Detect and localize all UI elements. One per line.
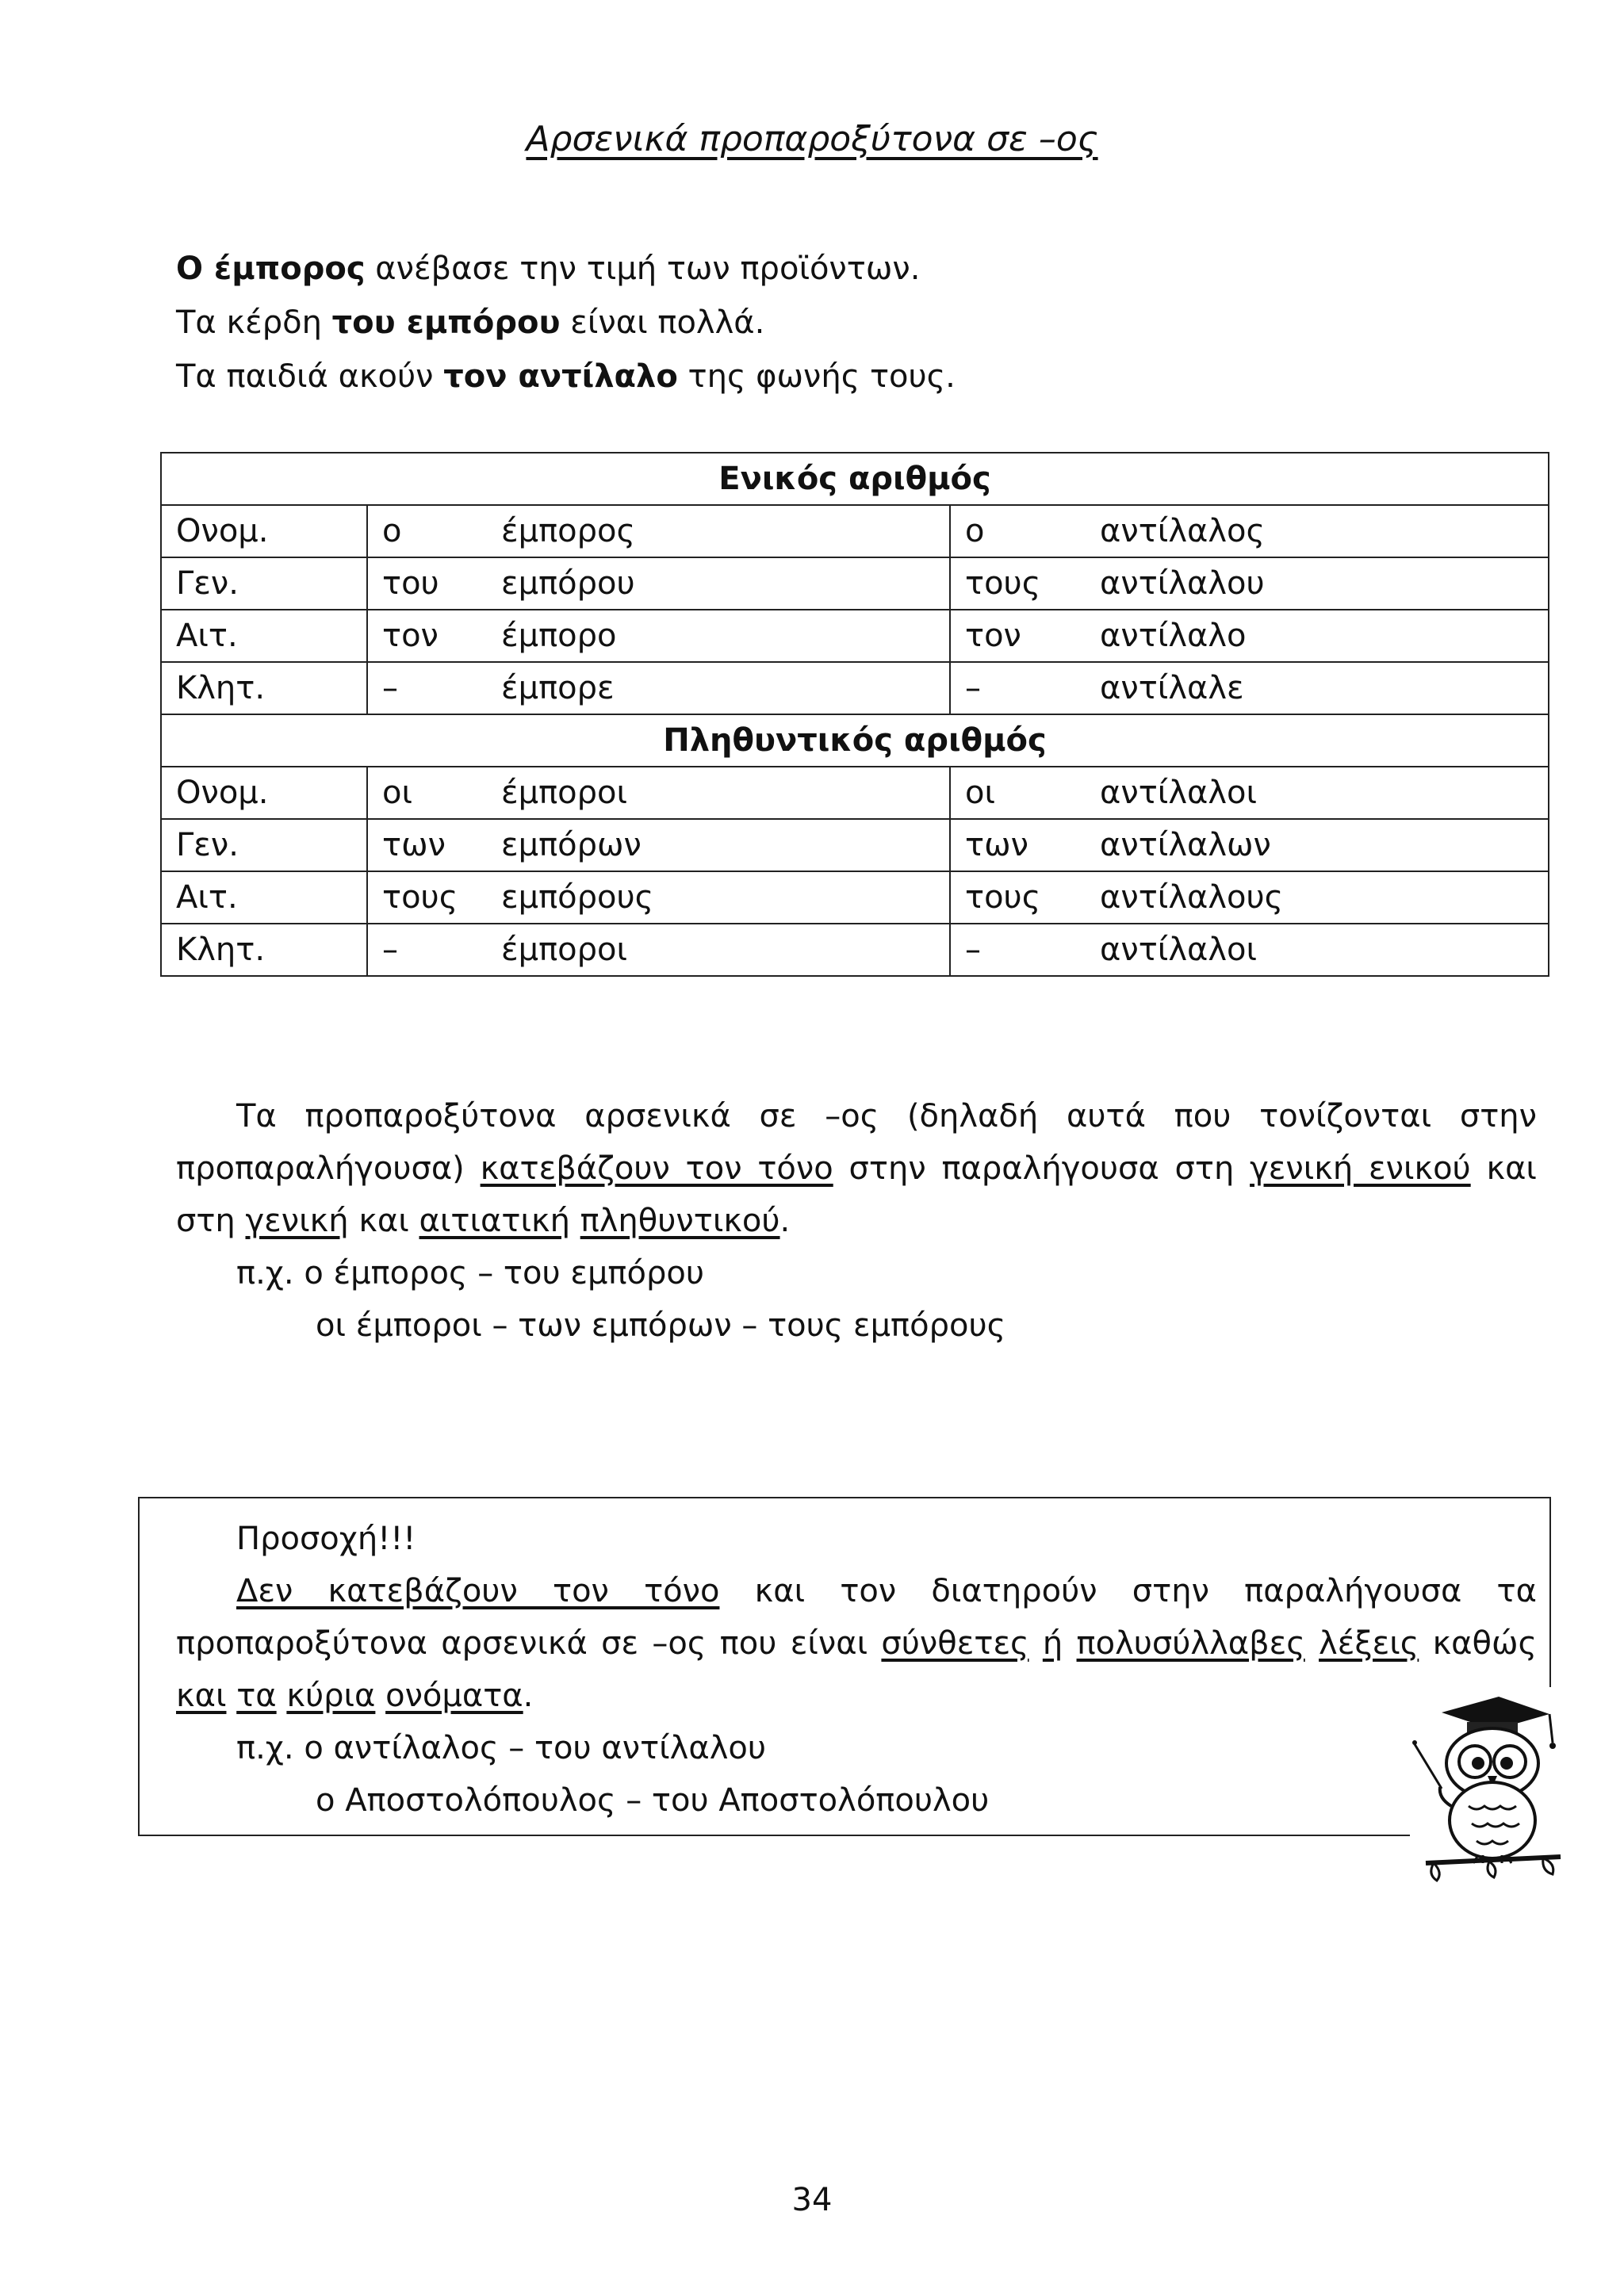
noun-form: αντίλαλου bbox=[1100, 565, 1265, 602]
noun-form: έμπορο bbox=[501, 618, 617, 654]
noun-form: αντίλαλων bbox=[1100, 827, 1271, 863]
notice-underlined: ή bbox=[1042, 1625, 1063, 1662]
article: τους bbox=[965, 565, 1041, 602]
rule-underlined: γενική ενικού bbox=[1250, 1150, 1471, 1187]
form-cell bbox=[950, 924, 1549, 976]
rule-fragment: Τα προπαροξύτονα αρσενικά σε –ος (δηλαδή αυτά που τονίζονται στην προπαραλήγουσα) bbox=[176, 1098, 1537, 1187]
page-title: Αρσενικά προπαροξύτονα σε –ος bbox=[526, 119, 1098, 159]
table-row bbox=[161, 505, 1549, 557]
article: ο bbox=[382, 513, 402, 549]
intro-bold: του εμπόρου bbox=[331, 304, 561, 341]
noun-form: αντίλαλος bbox=[1100, 513, 1265, 549]
article: τους bbox=[965, 879, 1041, 916]
rule-text bbox=[176, 1090, 1537, 1247]
intro-sentence-2 bbox=[176, 296, 956, 350]
intro-text: Τα κέρδη bbox=[176, 304, 332, 341]
noun-form: αντίλαλε bbox=[1100, 670, 1244, 706]
table-row bbox=[161, 557, 1549, 610]
rule-underlined: αιτιατική bbox=[419, 1203, 570, 1239]
rule-fragment: . bbox=[779, 1203, 791, 1239]
notice-underlined: λέξεις bbox=[1319, 1625, 1419, 1662]
declension-table-body bbox=[161, 453, 1549, 976]
form-cell bbox=[367, 767, 950, 819]
notice-fragment: . bbox=[523, 1678, 534, 1714]
notice-underlined: κύρια bbox=[286, 1678, 376, 1714]
owl-graduate-icon bbox=[1410, 1687, 1565, 1884]
noun-form: αντίλαλοι bbox=[1100, 932, 1258, 968]
intro-bold: Ο έμπορος bbox=[176, 251, 366, 287]
intro-sentence-3 bbox=[176, 350, 956, 404]
table-row bbox=[161, 610, 1549, 662]
noun-form: έμπορε bbox=[501, 670, 615, 706]
case-cell: Ονομ. bbox=[161, 767, 367, 819]
rule-fragment: στην παραλήγουσα στη bbox=[833, 1150, 1251, 1187]
article: του bbox=[382, 565, 439, 602]
article: – bbox=[965, 670, 981, 706]
plural-header: Πληθυντικός αριθμός bbox=[161, 714, 1549, 767]
rule-underlined: κατεβάζουν τον τόνο bbox=[480, 1150, 833, 1187]
rule-paragraph bbox=[176, 1090, 1537, 1352]
case-cell: Αιτ. bbox=[161, 610, 367, 662]
case-cell: Αιτ. bbox=[161, 871, 367, 924]
form-cell bbox=[367, 871, 950, 924]
form-cell bbox=[950, 610, 1549, 662]
notice-underlined: Δεν κατεβάζουν τον τόνο bbox=[236, 1573, 720, 1609]
article: – bbox=[382, 932, 398, 968]
page-number: 34 bbox=[791, 2182, 833, 2218]
notice-example-1: π.χ. ο αντίλαλος – του αντίλαλου bbox=[236, 1730, 767, 1766]
rule-fragment: και στη bbox=[176, 1150, 1537, 1239]
notice-fragment bbox=[1063, 1625, 1076, 1662]
rule-fragment bbox=[570, 1203, 580, 1239]
form-cell bbox=[950, 871, 1549, 924]
singular-header: Ενικός αριθμός bbox=[161, 453, 1549, 505]
notice-body bbox=[176, 1565, 1537, 1722]
article: των bbox=[965, 827, 1028, 863]
notice-fragment bbox=[1029, 1625, 1043, 1662]
form-cell bbox=[367, 610, 950, 662]
noun-form: αντίλαλοι bbox=[1100, 775, 1258, 811]
article: – bbox=[382, 670, 398, 706]
intro-sentences bbox=[176, 242, 956, 404]
notice-fragment bbox=[277, 1678, 287, 1714]
case-cell: Γεν. bbox=[161, 557, 367, 610]
form-cell bbox=[367, 557, 950, 610]
form-cell bbox=[950, 505, 1549, 557]
table-row bbox=[161, 819, 1549, 871]
rule-example-1: π.χ. ο έμπορος – του εμπόρου bbox=[236, 1255, 704, 1292]
notice-fragment: και τον διατηρούν στην παραλήγουσα τα προπαροξύτονα αρσενικά σε –ος που είναι bbox=[176, 1573, 1537, 1662]
case-cell: Ονομ. bbox=[161, 505, 367, 557]
form-cell bbox=[950, 819, 1549, 871]
form-cell bbox=[367, 662, 950, 714]
case-cell: Κλητ. bbox=[161, 924, 367, 976]
form-cell bbox=[950, 557, 1549, 610]
article: των bbox=[382, 827, 446, 863]
form-cell bbox=[367, 924, 950, 976]
notice-fragment: καθώς bbox=[1419, 1625, 1537, 1662]
rule-fragment: και bbox=[348, 1203, 419, 1239]
form-cell bbox=[950, 767, 1549, 819]
article: οι bbox=[382, 775, 413, 811]
notice-underlined: τα bbox=[236, 1678, 277, 1714]
notice-example-2: ο Αποστολόπουλος – του Αποστολόπουλου bbox=[316, 1782, 990, 1819]
notice-underlined: ονόματα bbox=[385, 1678, 523, 1714]
intro-text: ανέβασε την τιμή των προϊόντων. bbox=[365, 251, 921, 287]
article: τον bbox=[382, 618, 439, 654]
noun-form: αντίλαλο bbox=[1100, 618, 1247, 654]
article: ο bbox=[965, 513, 985, 549]
rule-underlined: γενική bbox=[245, 1203, 349, 1239]
intro-text: Τα παιδιά ακούν bbox=[176, 358, 444, 395]
notice-fragment bbox=[1305, 1625, 1319, 1662]
table-row bbox=[161, 767, 1549, 819]
notice-fragment bbox=[375, 1678, 385, 1714]
noun-form: εμπόρου bbox=[501, 565, 635, 602]
article: – bbox=[965, 932, 981, 968]
notice-underlined: και bbox=[176, 1678, 227, 1714]
rule-example-2: οι έμποροι – των εμπόρων – τους εμπόρους bbox=[316, 1307, 1006, 1344]
form-cell bbox=[367, 819, 950, 871]
noun-form: εμπόρους bbox=[501, 879, 654, 916]
intro-text: είναι πολλά. bbox=[560, 304, 765, 341]
intro-sentence-1 bbox=[176, 242, 956, 296]
form-cell bbox=[367, 505, 950, 557]
notice-underlined: σύνθετες bbox=[881, 1625, 1029, 1662]
notice-fragment bbox=[226, 1678, 236, 1714]
singular-header-row bbox=[161, 453, 1549, 505]
notice-underlined: πολυσύλλαβες bbox=[1076, 1625, 1305, 1662]
noun-form: εμπόρων bbox=[501, 827, 642, 863]
article: οι bbox=[965, 775, 996, 811]
table-row bbox=[161, 924, 1549, 976]
article: τον bbox=[965, 618, 1021, 654]
table-row bbox=[161, 871, 1549, 924]
case-cell: Κλητ. bbox=[161, 662, 367, 714]
notice-heading: Προσοχή!!! bbox=[236, 1521, 416, 1557]
form-cell bbox=[950, 662, 1549, 714]
noun-form: έμποροι bbox=[501, 932, 628, 968]
noun-form: έμποροι bbox=[501, 775, 628, 811]
article: τους bbox=[382, 879, 458, 916]
case-cell: Γεν. bbox=[161, 819, 367, 871]
plural-header-row bbox=[161, 714, 1549, 767]
rule-underlined: πληθυντικού bbox=[580, 1203, 780, 1239]
noun-form: αντίλαλους bbox=[1100, 879, 1284, 916]
table-row bbox=[161, 662, 1549, 714]
notice-text bbox=[176, 1513, 1537, 1827]
declension-table bbox=[160, 452, 1549, 977]
intro-text: της φωνής τους. bbox=[677, 358, 956, 395]
intro-bold: τον αντίλαλο bbox=[443, 358, 678, 395]
noun-form: έμπορος bbox=[501, 513, 635, 549]
